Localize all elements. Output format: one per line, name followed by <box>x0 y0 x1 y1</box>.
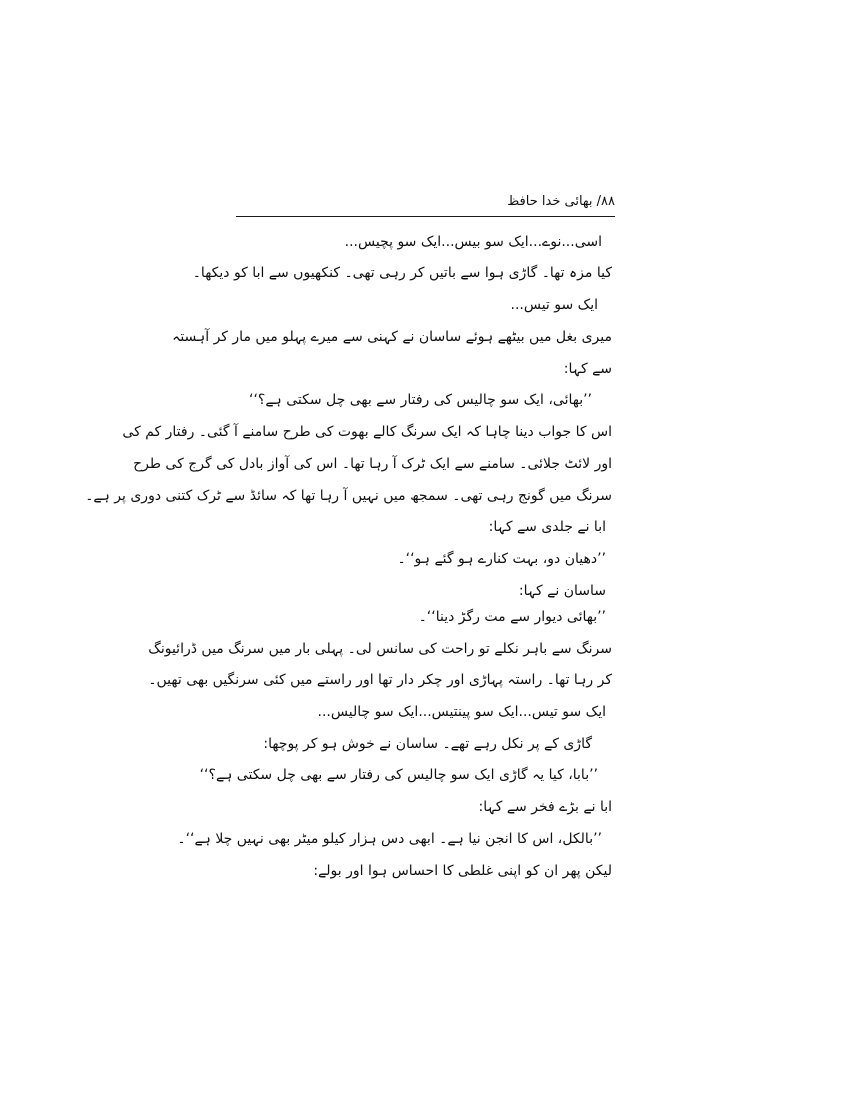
text-line: ’’بھائی دیوار سے مت رگڑ دینا‘‘۔ <box>418 609 606 625</box>
text-line: کر رہا تھا۔ راستہ پہاڑی اور چکر دار تھا اور راستے میں کئی سرنگیں بھی تھیں۔ <box>148 672 612 688</box>
text-line: سرنگ میں گونج رہی تھی۔ سمجھ میں نہیں آ رہا تھا کہ سائڈ سے ٹرک کتنی دوری پر ہے۔ <box>85 488 612 504</box>
text-line: لیکن پھر ان کو اپنی غلطی کا احساس ہوا اور بولے: <box>313 863 612 879</box>
text-line: گاڑی کے پر نکل رہے تھے۔ ساسان نے خوش ہو کر پوچھا: <box>263 736 592 752</box>
text-line: ساسان نے کہا: <box>518 583 606 599</box>
header-divider <box>236 216 615 217</box>
text-line: ایک سو تیس... <box>510 297 598 313</box>
text-line: اس کا جواب دینا چاہا کہ ایک سرنگ کالے بھوت کی طرح سامنے آ گئی۔ رفتار کم کی <box>122 424 612 440</box>
page-title: ۸۸/ بھائی خدا حافظ <box>507 194 615 209</box>
text-line: ’’بابا، کیا یہ گاڑی ایک سو چالیس کی رفتار سے بھی چل سکتی ہے؟‘‘ <box>199 767 598 783</box>
text-line: میری بغل میں بیٹھے ہوئے ساسان نے کہنی سے میرے پہلو میں مار کر آہستہ <box>172 329 612 345</box>
text-line: اسی...نوے...ایک سو بیس...ایک سو پچیس... <box>344 234 602 250</box>
text-line: سرنگ سے باہر نکلے تو راحت کی سانس لی۔ پہلی بار میں سرنگ میں ڈرائیونگ <box>148 641 612 657</box>
text-line: ’’بالکل، اس کا انجن نیا ہے۔ ابھی دس ہزار کیلو میٹر بھی نہیں چلا ہے‘‘۔ <box>177 831 602 847</box>
page-header <box>236 192 615 212</box>
text-line: ’’دھیان دو، بہت کنارے ہو گئے ہو‘‘۔ <box>397 551 606 567</box>
text-line: ابا نے بڑے فخر سے کہا: <box>478 799 612 815</box>
text-line: ابا نے جلدی سے کہا: <box>488 519 606 535</box>
text-line: کیا مزہ تھا۔ گاڑی ہوا سے باتیں کر رہی تھی۔ کنکھیوں سے ابا کو دیکھا۔ <box>192 265 612 281</box>
text-line: اور لائٹ جلائی۔ سامنے سے ایک ٹرک آ رہا تھا۔ اس کی آواز بادل کی گرج کی طرح <box>133 456 612 472</box>
text-line: ’’بھائی، ایک سو چالیس کی رفتار سے بھی چل سکتی ہے؟‘‘ <box>249 392 592 408</box>
text-line: سے کہا: <box>563 361 612 377</box>
text-line: ایک سو تیس...ایک سو پینتیس...ایک سو چالیس... <box>317 704 606 720</box>
